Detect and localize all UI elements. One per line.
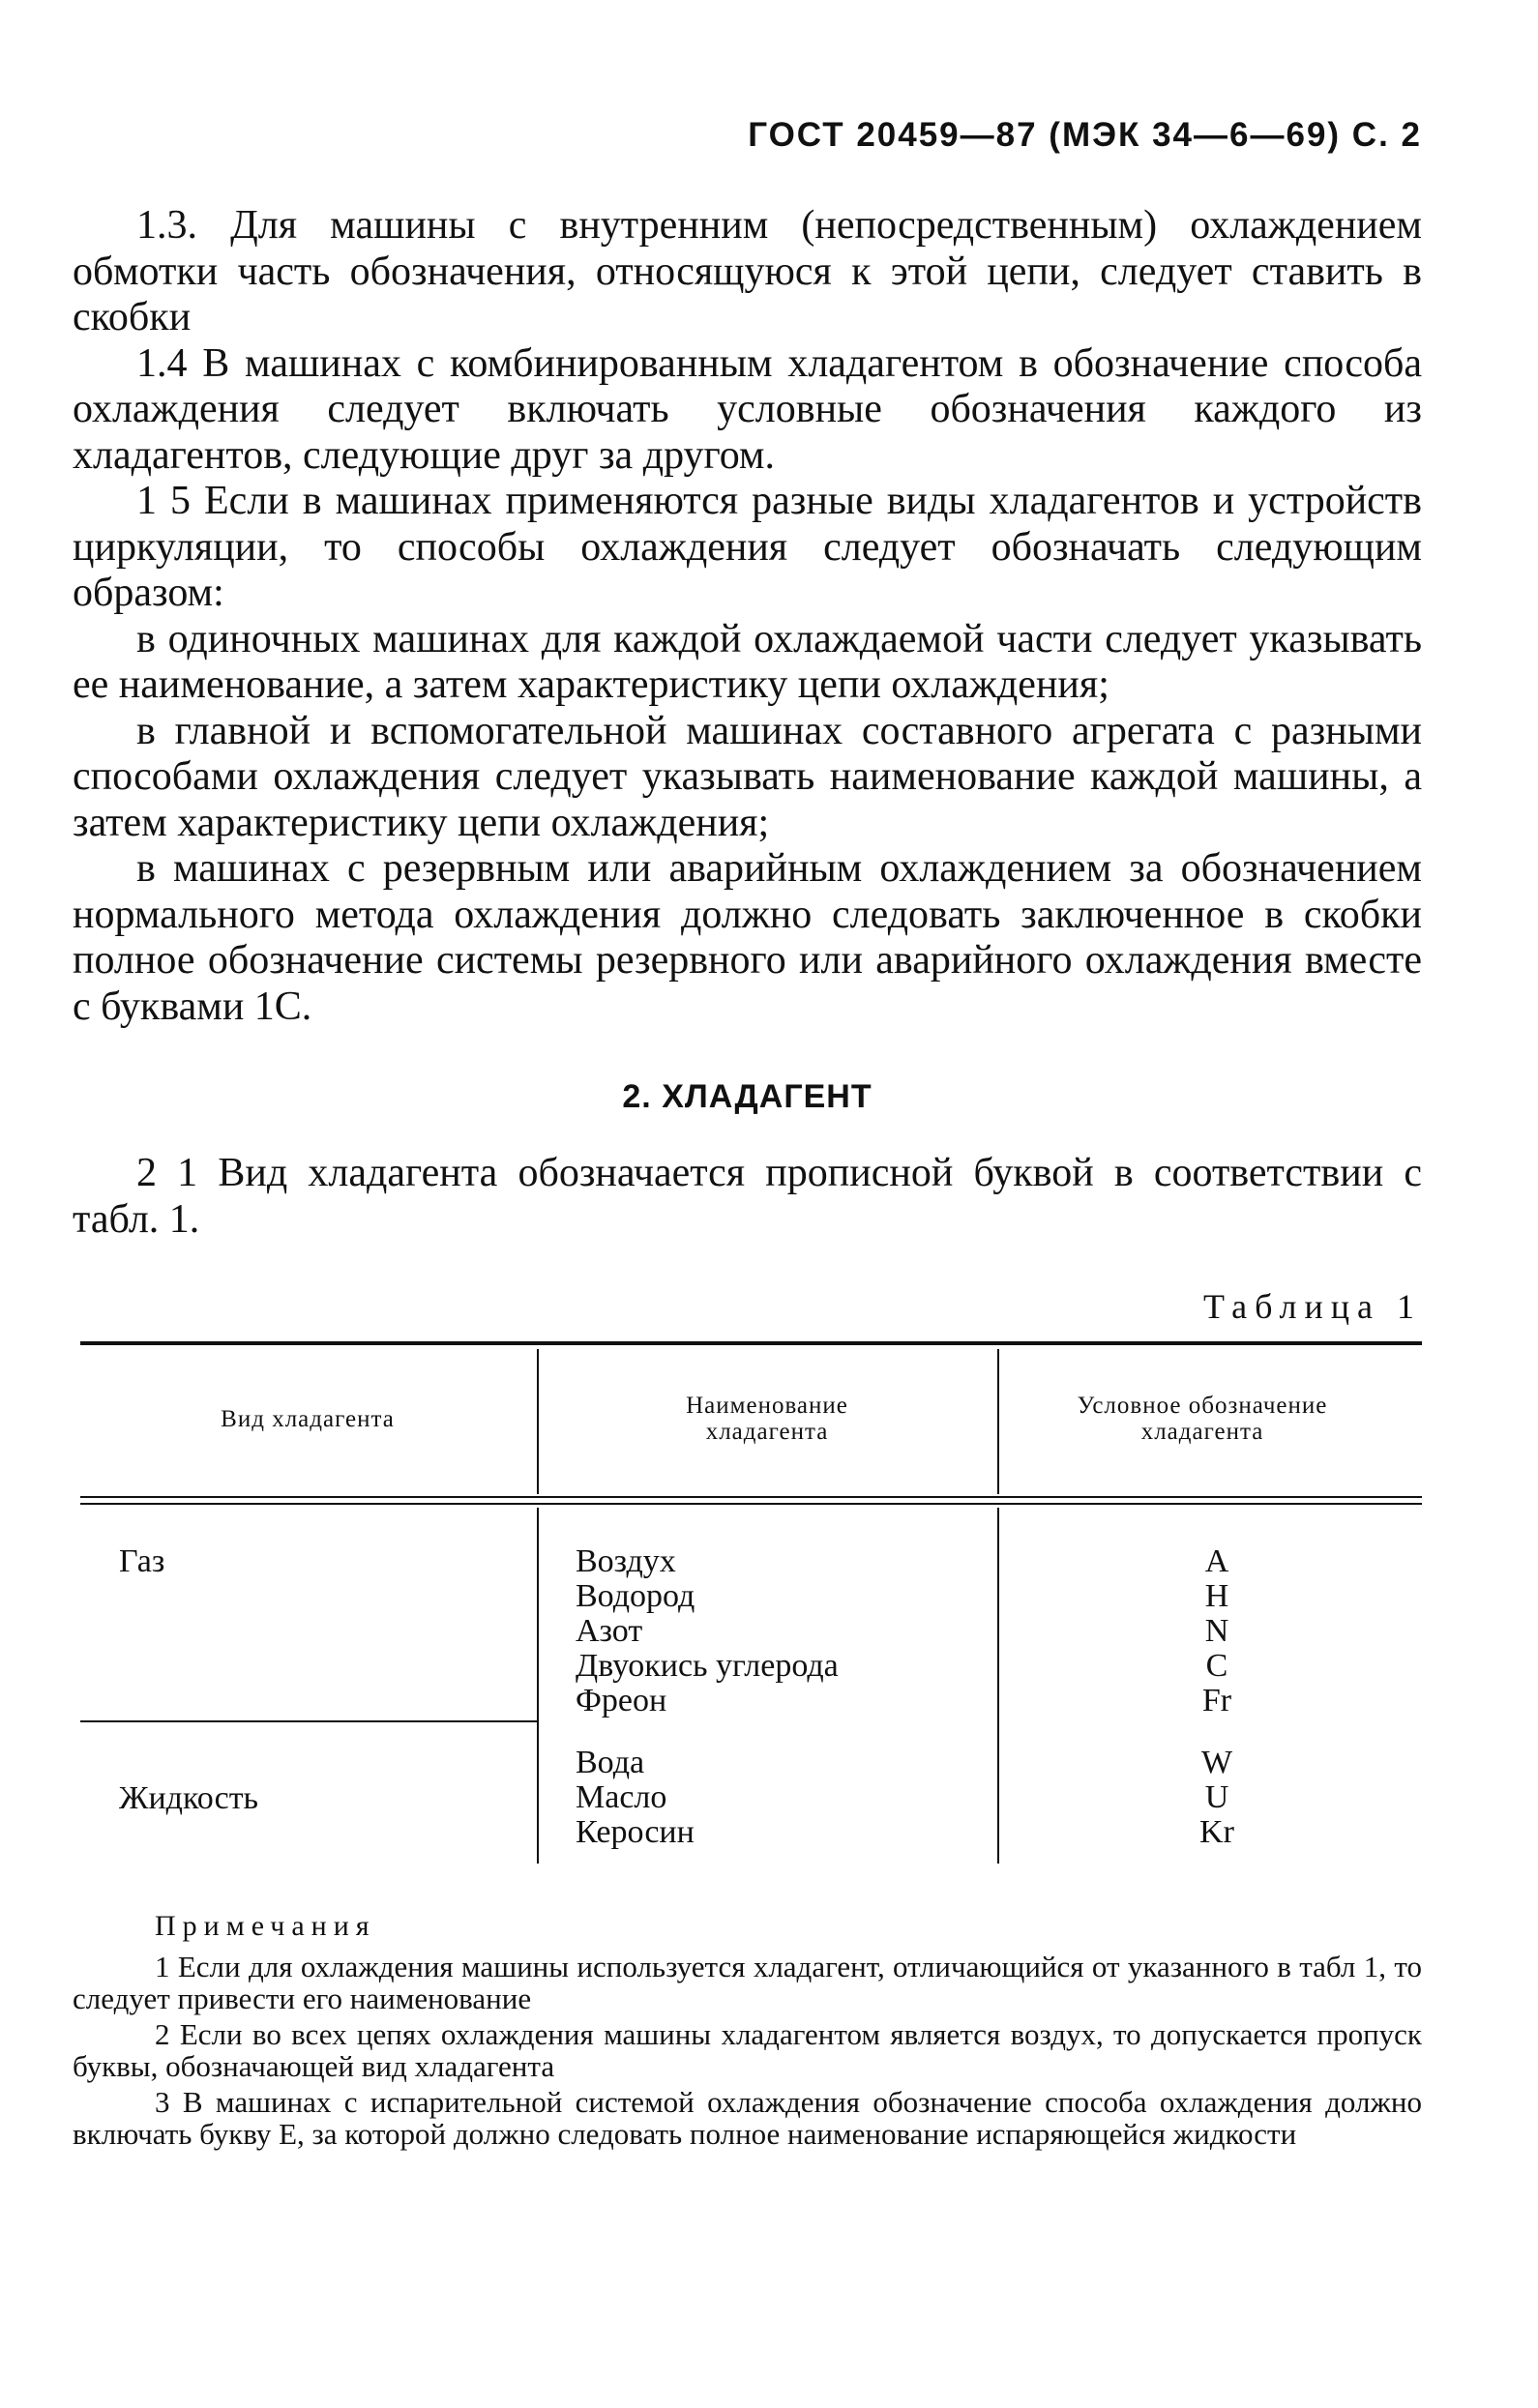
liquid-name-water: Вода: [576, 1745, 645, 1780]
gas-symbol-h: H: [1204, 1578, 1229, 1614]
cell-type-gas: Газ: [119, 1543, 165, 1579]
paragraph-main-aux-machines: в главной и вспомогательной машинах составного агрегата с разными способами охлаждения следует указывать наименование каждой машины, а затем характеристику цепи охлаждения;: [73, 708, 1422, 845]
note-3: 3 В машинах с испарительной системой охлаждения обозначение способа охлаждения должно включать букву Е, за которой должно следовать полное наименование испаряющейся жидкости: [73, 2085, 1422, 2151]
gas-symbol-a: A: [1204, 1543, 1229, 1579]
gas-symbol-c: C: [1205, 1648, 1228, 1684]
col-divider-2-body: [997, 1508, 999, 1864]
cell-type-liquid: Жидкость: [119, 1780, 259, 1816]
col-divider-1-body: [537, 1508, 539, 1864]
gas-name-hydrogen: Водород: [576, 1578, 695, 1614]
notes-title: Примечания: [155, 1910, 376, 1942]
notes-section: [73, 1910, 1422, 2154]
paragraph-single-machines: в одиночных машинах для каждой охлаждаемой части следует указывать ее наименование, а затем характеристику цепи охлаждения;: [73, 616, 1422, 707]
paragraph-2-1: 2 1 Вид хладагента обозначается прописной буквой в соответствии с табл. 1.: [73, 1151, 1422, 1242]
liquid-symbol-w: W: [1200, 1745, 1233, 1780]
cell-liquid-names: [576, 1746, 982, 1850]
gas-name-air: Воздух: [576, 1543, 676, 1579]
cell-gas-symbols: [1130, 1544, 1304, 1718]
paragraph-1-5: 1 5 Если в машинах применяются разные виды хладагентов и устройств циркуляции, то способы охлаждения следует обозначать следующим образом:: [73, 479, 1422, 615]
header-coolant-type: Вид хладагента: [221, 1406, 395, 1432]
body-text: [73, 203, 1422, 1030]
paragraph-2-1-wrap: [73, 1151, 1422, 1243]
gas-name-freon: Фреон: [576, 1683, 667, 1718]
liquid-name-oil: Масло: [576, 1779, 667, 1815]
header-rule-2: [80, 1503, 1422, 1505]
table-top-rule: [80, 1341, 1422, 1345]
paragraph-1-3: 1.3. Для машины с внутренним (непосредственным) охлаждением обмотки часть обозначения, относящуюся к этой цепи, следует ставить в скобки: [73, 203, 1422, 339]
col-divider-2-head: [997, 1349, 999, 1494]
gas-name-nitrogen: Азот: [576, 1613, 643, 1649]
gas-symbol-fr: Fr: [1201, 1683, 1232, 1718]
header-rule-1: [80, 1496, 1422, 1498]
paragraph-1-4: 1.4 В машинах с комбинированным хладагентом в обозначение способа охлаждения следует включать условные обозначения каждого из хладагентов, следующие друг за другом.: [73, 340, 1422, 478]
header-coolant-name: Наименование хладагента: [686, 1393, 848, 1445]
note-2: 2 Если во всех цепях охлаждения машины хладагентом является воздух, то допускается пропуск буквы, обозначающей вид хладагента: [73, 2017, 1422, 2083]
header-coolant-symbol: Условное обозначение хладагента: [1077, 1393, 1328, 1445]
page-header: ГОСТ 20459—87 (МЭК 34—6—69) С. 2: [748, 116, 1422, 154]
paragraph-reserve-cooling: в машинах с резервным или аварийным охлаждением за обозначением нормального метода охлаждения должно следовать заключенное в скобки полное обозначение системы резервного или аварийного охлаждения вместе с буквами 1С.: [73, 846, 1422, 1029]
liquid-symbol-kr: Kr: [1199, 1814, 1234, 1850]
col-divider-1-head: [537, 1349, 539, 1494]
liquid-symbol-u: U: [1204, 1779, 1229, 1815]
gas-name-co2: Двуокись углерода: [576, 1648, 839, 1684]
section-title: 2. ХЛАДАГЕНТ: [622, 1078, 873, 1115]
cell-liquid-symbols: [1130, 1746, 1304, 1850]
table-caption: Таблица 1: [1203, 1287, 1422, 1326]
gas-symbol-n: N: [1204, 1613, 1229, 1649]
liquid-name-kerosene: Керосин: [576, 1814, 695, 1850]
document-page: [73, 0, 1422, 2408]
cell-gas-names: [576, 1544, 982, 1718]
note-1: 1 Если для охлаждения машины используется хладагент, отличающийся от указанного в табл 1, то следует привести его наименование: [73, 1950, 1422, 2015]
coolant-table: [80, 1341, 1422, 1864]
group-divider: [80, 1720, 537, 1722]
